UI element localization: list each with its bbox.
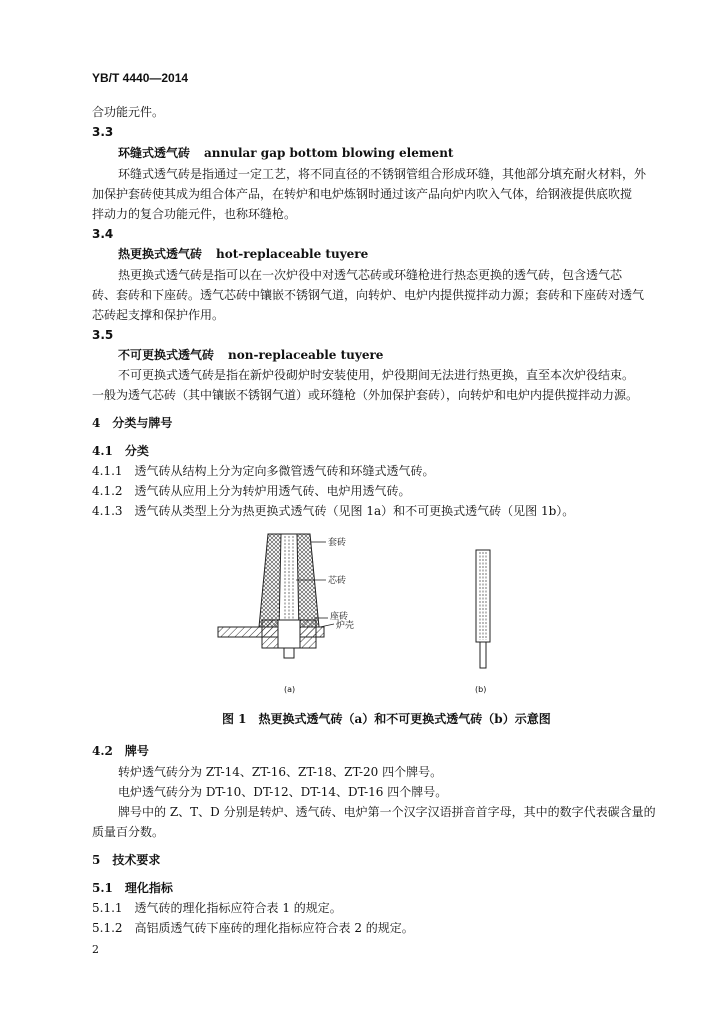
term-en: non-replaceable tuyere <box>228 348 384 362</box>
gas-inlet <box>284 648 294 658</box>
figure-1-caption: 图 1 热更换式透气砖（a）和不可更换式透气砖（b）示意图 <box>222 712 551 726</box>
term-cn: 热更换式透气砖 <box>118 247 203 261</box>
paragraph-line: 转炉透气砖分为 ZT-14、ZT-16、ZT-18、ZT-20 四个牌号。 <box>118 765 443 779</box>
paragraph-line: 加保护套砖使其成为组合体产品，在转炉和电炉炼钢时通过该产品向炉内吹入气体，给钢液提供底吹搅 <box>92 187 633 201</box>
term-cn: 环缝式透气砖 <box>118 146 191 160</box>
section-heading-4-2: 4.2 牌号 <box>92 744 149 758</box>
term-title-hot-replaceable <box>118 246 368 262</box>
document-id: YB/T 4440—2014 <box>92 71 189 85</box>
term-cn: 不可更换式透气砖 <box>118 348 215 362</box>
paragraph-line: 牌号中的 Z、T、D 分别是转炉、透气砖、电炉第一个汉字汉语拼音首字母，其中的数字代表碳含量的 <box>118 805 656 819</box>
section-number-3-4: 3.4 <box>92 227 114 241</box>
paragraph-line: 环缝式透气砖是指通过一定工艺，将不同直径的不锈钢管组合形成环缝，其他部分填充耐火材料，外 <box>118 167 647 181</box>
clause-5-1-1: 5.1.1 透气砖的理化指标应符合表 1 的规定。 <box>92 901 342 915</box>
label-seat-brick: 座砖 <box>330 612 349 622</box>
paragraph-line: 砖、套砖和下座砖。透气芯砖中镶嵌不锈钢气道，向转炉、电炉内提供搅拌动力源；套砖和下座砖对透气 <box>92 288 645 302</box>
paragraph-line: 一般为透气芯砖（其中镶嵌不锈钢气道）或环缝枪（外加保护套砖），向转炉和电炉内提供搅拌动力源。 <box>92 388 639 402</box>
label-sleeve-brick: 套砖 <box>328 538 347 548</box>
label-furnace-shell: 炉壳 <box>336 621 355 631</box>
clause-5-1-2: 5.1.2 高铝质透气砖下座砖的理化指标应符合表 2 的规定。 <box>92 921 414 935</box>
label-core-brick: 芯砖 <box>328 576 347 586</box>
paragraph-line: 拌动力的复合功能元件，也称环缝枪。 <box>92 207 297 221</box>
paragraph-line: 芯砖起支撑和保护作用。 <box>92 308 225 322</box>
figure-1a-hot-replaceable <box>218 534 354 694</box>
paragraph-line: 质量百分数。 <box>92 825 165 839</box>
term-title-non-replaceable <box>118 347 383 363</box>
figure-1b-non-replaceable <box>475 550 490 694</box>
section-heading-4-1: 4.1 分类 <box>92 444 149 458</box>
section-number-3-5: 3.5 <box>92 328 114 342</box>
gas-pipe-b <box>480 642 486 668</box>
term-title-annular-gap <box>118 145 453 161</box>
paragraph-line: 热更换式透气砖是指可以在一次炉役中对透气芯砖或环缝枪进行热态更换的透气砖，包含透气芯 <box>118 268 623 282</box>
paragraph-line: 合功能元件。 <box>92 105 165 119</box>
section-number-3-3: 3.3 <box>92 125 114 139</box>
term-en: hot-replaceable tuyere <box>216 247 369 261</box>
paragraph-line: 电炉透气砖分为 DT-10、DT-12、DT-14、DT-16 四个牌号。 <box>118 785 448 799</box>
term-en: annular gap bottom blowing element <box>204 146 454 160</box>
section-heading-5: 5 技术要求 <box>92 853 161 867</box>
clause-4-1-3: 4.1.3 透气砖从类型上分为热更换式透气砖（见图 1a）和不可更换式透气砖（见图 1b）。 <box>92 504 575 518</box>
section-heading-4: 4 分类与牌号 <box>92 416 173 430</box>
subfigure-b-label: (b) <box>475 685 487 694</box>
figure-1-diagram <box>210 520 530 702</box>
paragraph-line: 不可更换式透气砖是指在新炉役砌炉时安装使用，炉役期间无法进行热更换，直至本次炉役结束。 <box>118 368 635 382</box>
subfigure-a-label: (a) <box>284 685 296 694</box>
section-heading-5-1: 5.1 理化指标 <box>92 881 173 895</box>
page-number: 2 <box>92 943 99 956</box>
clause-4-1-1: 4.1.1 透气砖从结构上分为定向多微管透气砖和环缝式透气砖。 <box>92 464 435 478</box>
clause-4-1-2: 4.1.2 透气砖从应用上分为转炉用透气砖、电炉用透气砖。 <box>92 484 411 498</box>
